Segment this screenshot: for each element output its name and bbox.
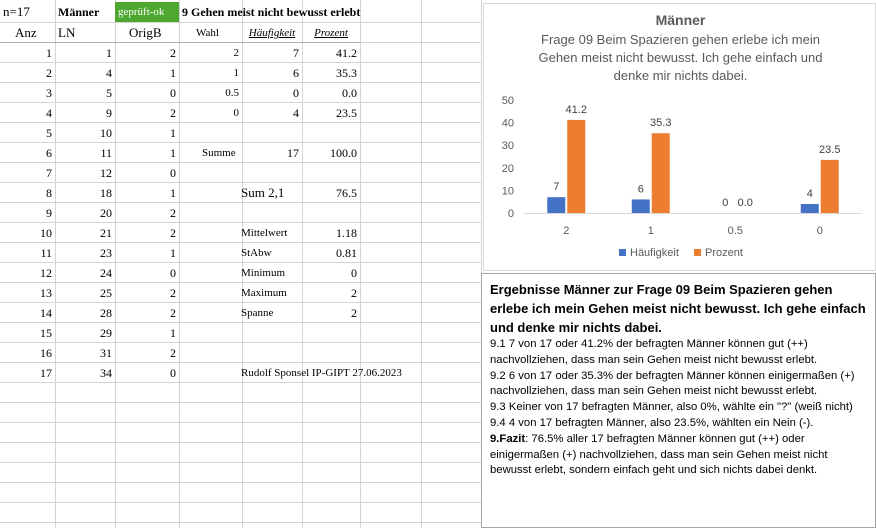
cell-ln[interactable]: 9	[106, 106, 112, 120]
freq-haeufigkeit[interactable]: 6	[293, 66, 299, 80]
cell-origb[interactable]: 0	[170, 366, 176, 380]
cell-origb[interactable]: 1	[170, 326, 176, 340]
legend-label: Prozent	[705, 247, 743, 259]
cell-origb[interactable]: 2	[170, 106, 176, 120]
bar-haeufigkeit	[632, 199, 650, 213]
y-tick-label: 0	[507, 208, 514, 220]
results-textbox[interactable]	[481, 273, 876, 528]
freq-haeufigkeit[interactable]: 4	[293, 106, 299, 120]
col-header-origb[interactable]: OrigB	[129, 25, 162, 40]
cell-ln[interactable]: 20	[100, 206, 112, 220]
col-header-ln[interactable]: LN	[58, 25, 76, 40]
legend-label: Häufigkeit	[630, 247, 679, 259]
bar-prozent	[567, 120, 585, 213]
cell-ln[interactable]: 4	[106, 66, 112, 80]
cell-origb[interactable]: 1	[170, 66, 176, 80]
y-tick-label: 30	[501, 140, 514, 153]
col-header-wahl[interactable]: Wahl	[196, 27, 219, 39]
cell-anz[interactable]: 12	[40, 266, 52, 280]
freq-haeufigkeit[interactable]: 0	[293, 86, 299, 100]
cell-anz[interactable]: 2	[46, 66, 52, 80]
cell-origb[interactable]: 0	[170, 266, 176, 280]
sum21-label[interactable]: Sum 2,1	[241, 185, 285, 200]
cell-ln[interactable]: 34	[100, 366, 112, 380]
stat-value[interactable]: 1.18	[336, 226, 357, 240]
cell-anz[interactable]: 17	[40, 366, 52, 380]
cell-ln[interactable]: 18	[100, 186, 112, 200]
chart-panel[interactable]	[483, 3, 876, 271]
summe-prozent[interactable]: 100.0	[330, 146, 357, 160]
data-label: 0.0	[737, 197, 753, 209]
chart-subtitle-line: Frage 09 Beim Spazieren gehen erlebe ich mein	[541, 32, 820, 47]
cell-ln[interactable]: 1	[106, 46, 112, 60]
cell-ln[interactable]: 24	[100, 266, 112, 280]
data-label: 4	[806, 187, 813, 200]
cell-ln[interactable]: 10	[100, 126, 112, 140]
freq-prozent[interactable]: 23.5	[336, 106, 357, 120]
cell-anz[interactable]: 7	[46, 166, 52, 180]
cell-anz[interactable]: 5	[46, 126, 52, 140]
data-label: 6	[637, 183, 644, 196]
cell-origb[interactable]: 1	[170, 186, 176, 200]
result-9-2: 9.2 6 von 17 oder 35.3% der befragten Männer können einigermaßen (+) nachvollziehen, dass man sein Gehen meist nicht bewusst erlebt.	[490, 369, 855, 398]
cell-origb[interactable]: 2	[170, 306, 176, 320]
cell-anz[interactable]: 8	[46, 186, 52, 200]
data-label: 0	[722, 197, 729, 209]
x-tick-label: 2	[563, 225, 570, 237]
freq-wahl[interactable]: 0	[233, 107, 239, 119]
cell-origb[interactable]: 2	[170, 206, 176, 220]
cell-origb[interactable]: 1	[170, 146, 176, 160]
legend-swatch	[694, 249, 701, 256]
cell-ln[interactable]: 28	[100, 306, 112, 320]
y-tick-label: 40	[501, 117, 514, 130]
data-label: 7	[553, 181, 560, 194]
x-tick-label: 0.5	[727, 225, 743, 237]
stat-label[interactable]: Maximum	[241, 287, 287, 299]
cell-ln[interactable]: 21	[100, 226, 112, 240]
cell-anz[interactable]: 3	[46, 86, 52, 100]
cell-origb[interactable]: 0	[170, 166, 176, 180]
bar-haeufigkeit	[547, 197, 565, 213]
cell-ln[interactable]: 23	[100, 246, 112, 260]
bar-prozent	[821, 160, 839, 213]
cell-origb[interactable]: 1	[170, 246, 176, 260]
cell-ln[interactable]: 29	[100, 326, 112, 340]
cell-origb[interactable]: 2	[170, 46, 176, 60]
summe-haeufigkeit[interactable]: 17	[287, 146, 299, 160]
stat-label[interactable]: Mittelwert	[241, 227, 288, 239]
cell-ln[interactable]: 5	[106, 86, 112, 100]
stat-value[interactable]: 2	[351, 286, 357, 300]
y-tick-label: 20	[501, 162, 514, 175]
col-header-prozent[interactable]: Prozent	[314, 27, 348, 39]
cell-ln[interactable]: 31	[100, 346, 112, 360]
result-9-4: 9.4 4 von 17 befragten Männer, also 23.5%, wählten ein Nein (-).	[490, 416, 814, 429]
col-header-haeufigkeit[interactable]: Häufigkeit	[248, 27, 296, 39]
stat-value[interactable]: 2	[351, 306, 357, 320]
result-9-3: 9.3 Keiner von 17 befragten Männer, also 0%, wählte ein "?" (weiß nicht)	[490, 401, 853, 414]
data-label: 35.3	[650, 117, 672, 130]
stat-label[interactable]: StAbw	[241, 247, 272, 259]
freq-prozent[interactable]: 35.3	[336, 66, 357, 80]
x-tick-label: 1	[647, 225, 654, 237]
chart-title: Männer	[655, 12, 706, 28]
cell-anz[interactable]: 9	[46, 206, 52, 220]
y-tick-label: 50	[501, 95, 514, 107]
status-cell[interactable]: geprüft-ok	[115, 2, 179, 22]
credit-text[interactable]: Rudolf Sponsel IP-GIPT 27.06.2023	[241, 367, 402, 379]
cell-anz[interactable]: 10	[40, 226, 52, 240]
cell-origb[interactable]: 1	[170, 126, 176, 140]
cell-origb[interactable]: 2	[170, 226, 176, 240]
cell-anz[interactable]: 6	[46, 146, 52, 160]
data-label: 41.2	[565, 103, 587, 116]
cell-anz[interactable]: 14	[40, 306, 52, 320]
cell-anz[interactable]: 16	[40, 346, 52, 360]
cell-anz[interactable]: 13	[40, 286, 52, 300]
legend-swatch	[619, 249, 626, 256]
x-tick-label: 0	[816, 225, 823, 237]
bar-chart	[484, 4, 876, 272]
data-label: 23.5	[819, 143, 841, 156]
y-tick-label: 10	[501, 185, 514, 198]
bar-prozent	[652, 133, 670, 213]
cell-origb[interactable]: 2	[170, 286, 176, 300]
cell-ln[interactable]: 11	[100, 146, 112, 160]
freq-wahl[interactable]: 1	[233, 67, 239, 79]
summe-label[interactable]: Summe	[202, 147, 236, 159]
group-cell[interactable]: Männer	[58, 5, 100, 19]
n-count-cell[interactable]: n=17	[3, 4, 30, 19]
cell-ln[interactable]: 25	[100, 286, 112, 300]
stat-value[interactable]: 0.81	[336, 246, 357, 260]
sum21-value[interactable]: 76.5	[336, 186, 357, 200]
cell-anz[interactable]: 4	[46, 106, 52, 120]
freq-prozent[interactable]: 41.2	[336, 46, 357, 60]
result-fazit	[490, 432, 867, 479]
freq-haeufigkeit[interactable]: 7	[293, 46, 299, 60]
freq-prozent[interactable]: 0.0	[342, 86, 357, 100]
chart-subtitle-line: Gehen meist nicht bewusst. Ich gehe einfach und	[538, 50, 823, 65]
cell-origb[interactable]: 2	[170, 346, 176, 360]
cell-anz[interactable]: 15	[40, 326, 52, 340]
results-heading: Ergebnisse Männer zur Frage 09 Beim Spazieren gehen erlebe ich mein Gehen meist nicht bewusst. Ich gehe einfach und denke mir nichts dabei.	[490, 282, 866, 335]
bar-haeufigkeit	[801, 204, 819, 213]
question-title-cell[interactable]: 9 Gehen meist nicht bewusst erlebt	[182, 5, 361, 19]
stat-value[interactable]: 0	[351, 266, 357, 280]
stat-label[interactable]: Minimum	[241, 267, 286, 279]
cell-anz[interactable]: 1	[46, 46, 52, 60]
cell-origb[interactable]: 0	[170, 86, 176, 100]
chart-subtitle-line: denke mir nichts dabei.	[613, 68, 748, 83]
col-header-anz[interactable]: Anz	[15, 25, 37, 40]
freq-wahl[interactable]: 0.5	[225, 87, 239, 99]
cell-ln[interactable]: 12	[100, 166, 112, 180]
fazit-text: : 76.5% aller 17 befragten Männer können gut (++) oder einigermaßen (+) nachvollziehen, dass man sein Gehen meist nicht bewusst erlebt, sondern einfach geht und sich nichts dabei denkt.	[490, 432, 828, 477]
freq-wahl[interactable]: 2	[233, 47, 239, 59]
cell-anz[interactable]: 11	[40, 246, 52, 260]
stat-label[interactable]: Spanne	[241, 307, 274, 319]
fazit-label: 9.Fazit	[490, 432, 526, 445]
result-9-1: 9.1 7 von 17 oder 41.2% der befragten Männer können gut (++) nachvollziehen, dass man sein Gehen meist nicht bewusst erlebt.	[490, 338, 818, 366]
